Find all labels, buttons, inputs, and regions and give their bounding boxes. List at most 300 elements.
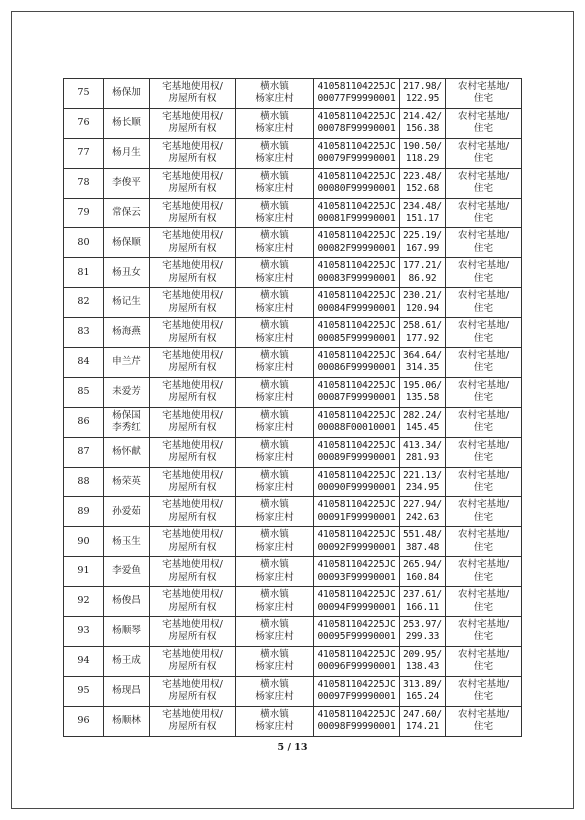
- usage-line: 住宅: [473, 691, 494, 703]
- owner-name-cell: [104, 318, 150, 348]
- unit-code-line: 00094F99990001: [317, 601, 396, 613]
- unit-code-line: 410581104225JC: [317, 170, 396, 182]
- owner-name-line: 杨保加: [112, 87, 141, 99]
- unit-code-line: 00092F99990001: [317, 541, 396, 553]
- owner-name-line: 杨保顺: [112, 236, 141, 248]
- area-line: 165.24: [405, 691, 440, 703]
- area-cell: [400, 168, 446, 198]
- table-row: [64, 407, 522, 437]
- row-number-cell: 90: [64, 527, 104, 557]
- right-type-line: 宅基地使用权/: [162, 469, 223, 481]
- right-type-line: 宅基地使用权/: [162, 320, 223, 332]
- table-row: [64, 527, 522, 557]
- unit-code-cell: [314, 288, 400, 318]
- right-type-cell: [150, 437, 236, 467]
- owner-name-cell: [104, 527, 150, 557]
- location-line: 杨家庄村: [255, 541, 294, 553]
- owner-name-cell: [104, 288, 150, 318]
- owner-name-cell: [104, 168, 150, 198]
- area-line: 221.13/: [402, 469, 443, 481]
- right-type-line: 宅基地使用权/: [162, 200, 223, 212]
- location-cell: [236, 497, 314, 527]
- right-type-line: 宅基地使用权/: [162, 110, 223, 122]
- row-number-cell: 88: [64, 467, 104, 497]
- right-type-line: 房屋所有权: [168, 123, 217, 135]
- usage-cell: [446, 646, 522, 676]
- unit-code-line: 00086F99990001: [317, 362, 396, 374]
- unit-code-line: 00081F99990001: [317, 213, 396, 224]
- location-line: 横水镇: [260, 230, 289, 242]
- right-type-line: 房屋所有权: [168, 93, 217, 105]
- location-line: 横水镇: [260, 80, 289, 92]
- usage-line: 农村宅基地/: [457, 678, 510, 690]
- location-cell: [236, 108, 314, 138]
- owner-name-line: 申兰芹: [112, 356, 141, 368]
- unit-code-cell: [314, 587, 400, 617]
- table-body: [64, 79, 522, 737]
- area-line: 234.95: [405, 482, 440, 494]
- right-type-cell: [150, 527, 236, 557]
- unit-code-cell: [314, 497, 400, 527]
- location-cell: [236, 228, 314, 258]
- area-line: 227.94/: [402, 499, 443, 511]
- row-number-cell: 84: [64, 348, 104, 378]
- unit-code-line: 410581104225JC: [317, 678, 396, 690]
- location-line: 杨家庄村: [255, 631, 294, 643]
- row-number-cell: 76: [64, 108, 104, 138]
- area-line: 242.63: [405, 511, 440, 523]
- area-line: 282.24/: [402, 409, 443, 421]
- area-cell: [400, 318, 446, 348]
- usage-cell: [446, 437, 522, 467]
- usage-line: 农村宅基地/: [457, 529, 510, 541]
- unit-code-line: 00097F99990001: [317, 691, 396, 703]
- usage-line: 住宅: [473, 661, 494, 673]
- unit-code-cell: [314, 527, 400, 557]
- usage-cell: [446, 108, 522, 138]
- unit-code-line: 00091F99990001: [317, 511, 396, 523]
- area-cell: [400, 108, 446, 138]
- owner-name-cell: [104, 676, 150, 706]
- usage-line: 住宅: [473, 511, 494, 523]
- area-line: 120.94: [405, 302, 440, 314]
- row-number-cell: 75: [64, 79, 104, 109]
- location-cell: [236, 527, 314, 557]
- unit-code-line: 00085F99990001: [317, 332, 396, 344]
- unit-code-cell: [314, 318, 400, 348]
- unit-code-line: 00090F99990001: [317, 482, 396, 494]
- table-row: [64, 557, 522, 587]
- owner-name-cell: [104, 706, 150, 736]
- unit-code-line: 410581104225JC: [317, 80, 396, 92]
- usage-line: 农村宅基地/: [457, 469, 510, 481]
- location-line: 横水镇: [260, 708, 289, 720]
- unit-code-line: 00089F99990001: [317, 452, 396, 464]
- usage-line: 农村宅基地/: [457, 200, 510, 212]
- usage-line: 住宅: [473, 571, 494, 583]
- area-line: 167.99: [405, 242, 440, 254]
- area-line: 122.95: [405, 93, 440, 105]
- owner-name-cell: [104, 557, 150, 587]
- usage-cell: [446, 168, 522, 198]
- unit-code-cell: [314, 617, 400, 647]
- area-line: 118.29: [405, 153, 440, 165]
- row-number-cell: 78: [64, 168, 104, 198]
- usage-line: 住宅: [473, 631, 494, 643]
- usage-line: 住宅: [473, 452, 494, 464]
- unit-code-cell: [314, 228, 400, 258]
- row-number-cell: 80: [64, 228, 104, 258]
- location-line: 杨家庄村: [255, 153, 294, 165]
- location-line: 横水镇: [260, 499, 289, 511]
- usage-line: 农村宅基地/: [457, 648, 510, 660]
- area-line: 86.92: [408, 272, 437, 284]
- right-type-cell: [150, 79, 236, 109]
- right-type-line: 房屋所有权: [168, 631, 217, 643]
- row-number-cell: 79: [64, 198, 104, 228]
- row-number-cell: 91: [64, 557, 104, 587]
- owner-name-cell: [104, 377, 150, 407]
- area-cell: [400, 467, 446, 497]
- unit-code-line: 00093F99990001: [317, 571, 396, 583]
- owner-name-cell: [104, 198, 150, 228]
- unit-code-cell: [314, 467, 400, 497]
- right-type-line: 宅基地使用权/: [162, 439, 223, 451]
- row-number-cell: 86: [64, 407, 104, 437]
- right-type-line: 房屋所有权: [168, 482, 217, 494]
- location-line: 横水镇: [260, 349, 289, 361]
- area-line: 214.42/: [402, 110, 443, 122]
- right-type-cell: [150, 676, 236, 706]
- right-type-cell: [150, 198, 236, 228]
- area-line: 313.89/: [402, 678, 443, 690]
- location-line: 杨家庄村: [255, 123, 294, 135]
- unit-code-line: 410581104225JC: [317, 409, 396, 421]
- table-row: [64, 108, 522, 138]
- area-line: 209.95/: [402, 648, 443, 660]
- location-line: 杨家庄村: [255, 661, 294, 673]
- area-line: 152.68: [405, 183, 440, 195]
- unit-code-line: 410581104225JC: [317, 200, 396, 212]
- location-cell: [236, 168, 314, 198]
- unit-code-cell: [314, 258, 400, 288]
- right-type-line: 宅基地使用权/: [162, 499, 223, 511]
- unit-code-cell: [314, 168, 400, 198]
- unit-code-line: 410581104225JC: [317, 589, 396, 601]
- right-type-cell: [150, 706, 236, 736]
- unit-code-line: 410581104225JC: [317, 230, 396, 242]
- table-row: [64, 138, 522, 168]
- area-line: 314.35: [405, 362, 440, 374]
- location-line: 横水镇: [260, 439, 289, 451]
- location-cell: [236, 377, 314, 407]
- row-number-cell: 77: [64, 138, 104, 168]
- location-line: 杨家庄村: [255, 511, 294, 523]
- area-line: 247.60/: [402, 708, 443, 720]
- unit-code-line: 410581104225JC: [317, 708, 396, 720]
- right-type-line: 房屋所有权: [168, 302, 217, 314]
- unit-code-line: 410581104225JC: [317, 618, 396, 630]
- location-line: 杨家庄村: [255, 422, 294, 434]
- right-type-cell: [150, 557, 236, 587]
- area-cell: [400, 198, 446, 228]
- usage-line: 农村宅基地/: [457, 80, 510, 92]
- owner-name-line: 杨记生: [112, 296, 141, 308]
- owner-name-cell: [104, 587, 150, 617]
- location-line: 横水镇: [260, 648, 289, 660]
- right-type-line: 宅基地使用权/: [162, 529, 223, 541]
- table-row: [64, 497, 522, 527]
- usage-line: 住宅: [473, 153, 494, 165]
- owner-name-line: 杨丑女: [112, 266, 141, 278]
- area-cell: [400, 497, 446, 527]
- area-line: 190.50/: [402, 140, 443, 152]
- area-line: 299.33: [405, 631, 440, 643]
- location-cell: [236, 79, 314, 109]
- area-line: 151.17: [405, 213, 440, 224]
- area-cell: [400, 437, 446, 467]
- owner-name-line: 常保云: [112, 206, 141, 218]
- location-cell: [236, 587, 314, 617]
- unit-code-line: 00087F99990001: [317, 392, 396, 404]
- right-type-line: 房屋所有权: [168, 452, 217, 464]
- table-row: [64, 377, 522, 407]
- row-number-cell: 92: [64, 587, 104, 617]
- right-type-line: 宅基地使用权/: [162, 260, 223, 272]
- usage-line: 住宅: [473, 272, 494, 284]
- unit-code-cell: [314, 138, 400, 168]
- usage-line: 农村宅基地/: [457, 708, 510, 720]
- usage-cell: [446, 198, 522, 228]
- location-line: 横水镇: [260, 110, 289, 122]
- right-type-cell: [150, 288, 236, 318]
- right-type-line: 房屋所有权: [168, 213, 217, 224]
- table-row: [64, 318, 522, 348]
- right-type-line: 宅基地使用权/: [162, 589, 223, 601]
- usage-line: 住宅: [473, 362, 494, 374]
- unit-code-line: 00077F99990001: [317, 93, 396, 105]
- right-type-cell: [150, 348, 236, 378]
- owner-name-line: 孙爱茹: [112, 505, 141, 517]
- unit-code-line: 410581104225JC: [317, 559, 396, 571]
- right-type-line: 房屋所有权: [168, 153, 217, 165]
- owner-name-cell: [104, 258, 150, 288]
- right-type-line: 房屋所有权: [168, 362, 217, 374]
- table-row: [64, 228, 522, 258]
- location-line: 杨家庄村: [255, 392, 294, 404]
- row-number-cell: 95: [64, 676, 104, 706]
- owner-name-cell: [104, 467, 150, 497]
- owner-name-line: 杨俊昌: [112, 595, 141, 607]
- usage-cell: [446, 79, 522, 109]
- location-line: 杨家庄村: [255, 242, 294, 254]
- area-cell: [400, 676, 446, 706]
- area-line: 253.97/: [402, 618, 443, 630]
- table-row: [64, 258, 522, 288]
- usage-line: 农村宅基地/: [457, 379, 510, 391]
- usage-line: 农村宅基地/: [457, 589, 510, 601]
- owner-name-cell: [104, 228, 150, 258]
- usage-cell: [446, 288, 522, 318]
- property-rights-table: [63, 78, 522, 737]
- unit-code-line: 00083F99990001: [317, 272, 396, 284]
- unit-code-cell: [314, 348, 400, 378]
- location-line: 横水镇: [260, 170, 289, 182]
- area-line: 237.61/: [402, 589, 443, 601]
- right-type-line: 房屋所有权: [168, 183, 217, 195]
- area-cell: [400, 407, 446, 437]
- owner-name-line: 杨顺琴: [112, 625, 141, 637]
- unit-code-cell: [314, 377, 400, 407]
- location-line: 杨家庄村: [255, 691, 294, 703]
- right-type-line: 房屋所有权: [168, 541, 217, 553]
- location-cell: [236, 407, 314, 437]
- usage-line: 农村宅基地/: [457, 260, 510, 272]
- right-type-cell: [150, 258, 236, 288]
- owner-name-cell: [104, 497, 150, 527]
- owner-name-cell: [104, 437, 150, 467]
- owner-name-cell: [104, 407, 150, 437]
- owner-name-cell: [104, 79, 150, 109]
- usage-line: 住宅: [473, 541, 494, 553]
- owner-name-line: 杨保国: [112, 409, 141, 421]
- right-type-line: 宅基地使用权/: [162, 80, 223, 92]
- right-type-line: 房屋所有权: [168, 511, 217, 523]
- area-cell: [400, 138, 446, 168]
- owner-name-cell: [104, 138, 150, 168]
- area-line: 135.58: [405, 392, 440, 404]
- row-number-cell: 89: [64, 497, 104, 527]
- location-line: 杨家庄村: [255, 362, 294, 374]
- usage-cell: [446, 527, 522, 557]
- area-line: 387.48: [405, 541, 440, 553]
- right-type-line: 房屋所有权: [168, 422, 217, 434]
- location-line: 杨家庄村: [255, 93, 294, 105]
- unit-code-line: 00095F99990001: [317, 631, 396, 643]
- owner-name-line: 杨荣英: [112, 475, 141, 487]
- usage-cell: [446, 587, 522, 617]
- location-line: 杨家庄村: [255, 721, 294, 733]
- usage-line: 住宅: [473, 183, 494, 195]
- owner-name-line: 杨王成: [112, 655, 141, 667]
- usage-cell: [446, 557, 522, 587]
- area-cell: [400, 557, 446, 587]
- unit-code-line: 410581104225JC: [317, 140, 396, 152]
- owner-name-line: 耒爱芳: [112, 386, 141, 398]
- unit-code-line: 00088F00010001: [317, 422, 396, 434]
- table-row: [64, 617, 522, 647]
- right-type-line: 房屋所有权: [168, 721, 217, 733]
- usage-line: 住宅: [473, 123, 494, 135]
- location-cell: [236, 646, 314, 676]
- table-row: [64, 706, 522, 736]
- usage-line: 住宅: [473, 302, 494, 314]
- table-row: [64, 467, 522, 497]
- unit-code-line: 00078F99990001: [317, 123, 396, 135]
- unit-code-line: 410581104225JC: [317, 320, 396, 332]
- usage-line: 农村宅基地/: [457, 110, 510, 122]
- table-row: [64, 676, 522, 706]
- unit-code-line: 410581104225JC: [317, 110, 396, 122]
- area-line: 234.48/: [402, 200, 443, 212]
- location-line: 杨家庄村: [255, 332, 294, 344]
- row-number-cell: 85: [64, 377, 104, 407]
- table-row: [64, 587, 522, 617]
- unit-code-line: 410581104225JC: [317, 439, 396, 451]
- area-line: 138.43: [405, 661, 440, 673]
- location-line: 横水镇: [260, 559, 289, 571]
- page-number: 5 / 13: [277, 742, 308, 753]
- unit-code-line: 00098F99990001: [317, 721, 396, 733]
- table-row: [64, 288, 522, 318]
- usage-line: 住宅: [473, 392, 494, 404]
- unit-code-cell: [314, 646, 400, 676]
- location-cell: [236, 138, 314, 168]
- right-type-line: 宅基地使用权/: [162, 678, 223, 690]
- table-row: [64, 168, 522, 198]
- right-type-line: 房屋所有权: [168, 691, 217, 703]
- unit-code-line: 410581104225JC: [317, 379, 396, 391]
- unit-code-line: 410581104225JC: [317, 260, 396, 272]
- unit-code-line: 00082F99990001: [317, 242, 396, 254]
- usage-line: 住宅: [473, 242, 494, 254]
- usage-line: 住宅: [473, 93, 494, 105]
- area-line: 156.38: [405, 123, 440, 135]
- owner-name-line: 杨月生: [112, 146, 141, 158]
- area-line: 225.19/: [402, 230, 443, 242]
- usage-line: 住宅: [473, 332, 494, 344]
- usage-cell: [446, 617, 522, 647]
- area-cell: [400, 288, 446, 318]
- area-line: 258.61/: [402, 320, 443, 332]
- area-line: 217.98/: [402, 80, 443, 92]
- location-line: 杨家庄村: [255, 213, 294, 224]
- usage-line: 住宅: [473, 601, 494, 613]
- location-cell: [236, 288, 314, 318]
- location-line: 杨家庄村: [255, 183, 294, 195]
- usage-line: 农村宅基地/: [457, 170, 510, 182]
- right-type-cell: [150, 138, 236, 168]
- row-number-cell: 96: [64, 706, 104, 736]
- location-cell: [236, 198, 314, 228]
- usage-cell: [446, 676, 522, 706]
- area-cell: [400, 527, 446, 557]
- area-line: 551.48/: [402, 529, 443, 541]
- right-type-cell: [150, 587, 236, 617]
- table-row: [64, 79, 522, 109]
- right-type-line: 宅基地使用权/: [162, 559, 223, 571]
- area-line: 364.64/: [402, 349, 443, 361]
- area-line: 166.11: [405, 601, 440, 613]
- owner-name-line: 杨现昌: [112, 685, 141, 696]
- unit-code-line: 410581104225JC: [317, 349, 396, 361]
- usage-cell: [446, 348, 522, 378]
- right-type-cell: [150, 617, 236, 647]
- owner-name-cell: [104, 646, 150, 676]
- row-number-cell: 87: [64, 437, 104, 467]
- area-line: 160.84: [405, 571, 440, 583]
- area-cell: [400, 706, 446, 736]
- right-type-line: 宅基地使用权/: [162, 618, 223, 630]
- location-line: 杨家庄村: [255, 601, 294, 613]
- location-cell: [236, 676, 314, 706]
- usage-cell: [446, 228, 522, 258]
- location-line: 横水镇: [260, 469, 289, 481]
- right-type-line: 宅基地使用权/: [162, 409, 223, 421]
- location-cell: [236, 318, 314, 348]
- unit-code-line: 410581104225JC: [317, 469, 396, 481]
- right-type-line: 房屋所有权: [168, 392, 217, 404]
